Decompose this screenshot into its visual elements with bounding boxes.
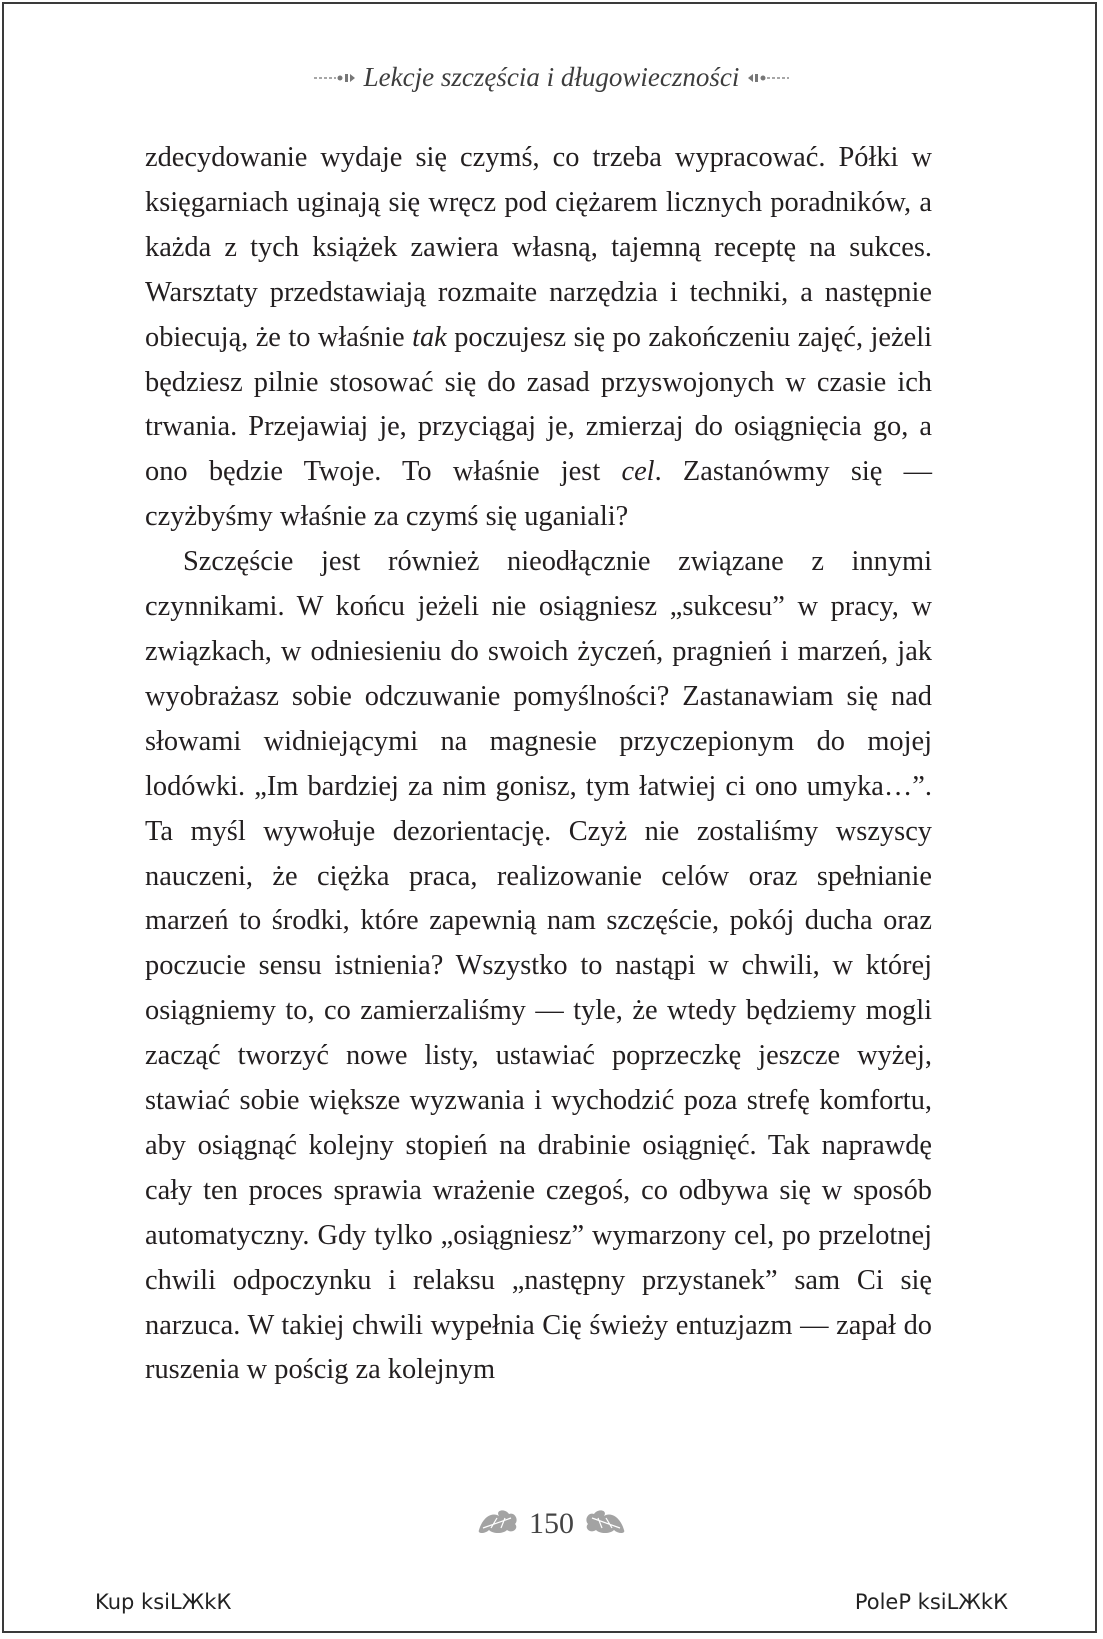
- grape-leaf-ornament-icon: [475, 1506, 521, 1541]
- scroll-ornament-icon: [314, 72, 356, 84]
- running-header: [0, 62, 1103, 93]
- paragraph-2: Szczęście jest również nieodłącznie związane z innymi czynnikami. W końcu jeżeli nie osiągniesz „sukcesu” w pracy, w związkach, w odniesieniu do swoich życzeń, pragnień i marzeń, jak wyobrażasz sobie odczuwanie pomyślności? Zastanawiam się nad słowami widniejącymi na magnesie przyczepionym do mojej lodówki. „Im bardziej za nim gonisz, tym łatwiej ci ono umyka…”. Ta myśl wywołuje dezorientację. Czyż nie zostaliśmy wszyscy nauczeni, że ciężka praca, realizowanie celów oraz spełnianie marzeń to środki, które zapewnią nam szczęście, pokój ducha oraz poczucie sensu istnienia? Wszystko to nastąpi w chwili, w której osiągniemy to, co zamierzaliśmy — tyle, że wtedy będziemy mogli zacząć tworzyć nowe listy, ustawiać poprzeczkę jeszcze wyżej, stawiać sobie większe wyzwania i wychodzić poza strefę komfortu, aby osiągnąć kolejny stopień na drabinie osiągnięć. Tak naprawdę cały ten proces sprawia wrażenie czegoś, co odbywa się w sposób automatyczny. Gdy tylko „osiągniesz” wymarzony cel, po przelotnej chwili odpoczynku i relaksu „następny przystanek” sam Ci się narzuca. W takiej chwili wypełnia Cię świeży entuzjazm — zapał do ruszenia w pościg za kolejnym: [145, 546, 932, 1386]
- running-title: Lekcje szczęścia i długowieczności: [363, 62, 740, 92]
- scroll-ornament-icon: [747, 72, 789, 84]
- paragraph-1: [145, 136, 932, 540]
- body-text: [145, 136, 932, 1393]
- buy-book-link[interactable]: Kup ksiLЖkК: [95, 1590, 232, 1614]
- emphasis-cel: cel: [621, 456, 655, 488]
- page-footer: [0, 1506, 1103, 1541]
- paragraph-1-part-a: zdecydowanie wydaje się czymś, co trzeba wypracować. Półki w księgarniach uginają się wręcz pod ciężarem licznych poradników, a każda z tych książek zawiera własną, tajemną receptę na sukces. Warsztaty przedstawiają rozmaite narzędzia i techniki, a następnie obiecują, że to właśnie: [145, 142, 932, 353]
- emphasis-tak: tak: [412, 321, 447, 353]
- paragraph-1-part-c: . Zastanówmy się — czyżbyśmy właśnie za czymś się uganiali?: [145, 456, 932, 533]
- page-number: 150: [529, 1506, 574, 1540]
- grape-leaf-ornament-icon: [582, 1506, 628, 1541]
- recommend-book-link[interactable]: PoleР ksiLЖkК: [854, 1590, 1008, 1614]
- paragraph-1-part-b: poczujesz się po zakończeniu zajęć, jeżeli będziesz pilnie stosować się do zasad przyswojonych w czasie ich trwania. Przejawiaj je, przyciągaj je, zmierzaj do osiągnięcia go, a ono będzie Twoje. To właśnie jest: [145, 321, 932, 488]
